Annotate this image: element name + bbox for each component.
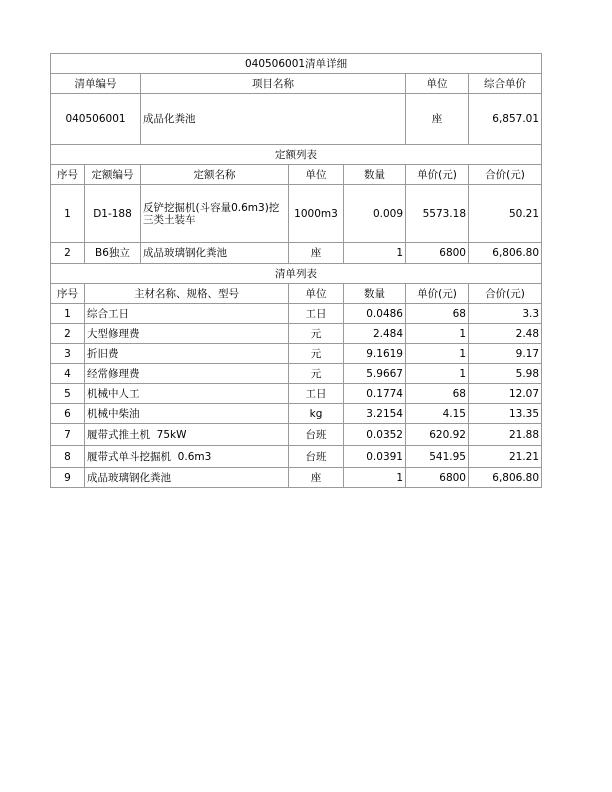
item-code: 040506001 (51, 94, 141, 145)
bill-unit: 台班 (289, 424, 344, 446)
header-name: 项目名称 (141, 74, 406, 94)
bill-no: 8 (51, 446, 85, 468)
bill-total: 6,806.80 (469, 468, 542, 488)
header-code: 清单编号 (51, 74, 141, 94)
quota-no: 1 (51, 185, 85, 243)
bill-name: 机械中柴油 (85, 404, 289, 424)
bill-row (51, 468, 542, 488)
bill-col-name: 主材名称、规格、型号 (85, 284, 289, 304)
page-title: 040506001清单详细 (51, 54, 542, 74)
bill-qty: 1 (344, 468, 406, 488)
bill-price: 1 (406, 344, 469, 364)
quota-unit: 1000m3 (289, 185, 344, 243)
bill-qty: 0.0486 (344, 304, 406, 324)
bill-price: 68 (406, 304, 469, 324)
quota-price: 5573.18 (406, 185, 469, 243)
bill-name: 履带式单斗挖掘机 0.6m3 (85, 446, 289, 468)
bill-qty: 5.9667 (344, 364, 406, 384)
bill-name: 大型修理费 (85, 324, 289, 344)
quota-row (51, 243, 542, 264)
bill-qty: 0.0352 (344, 424, 406, 446)
quota-unit: 座 (289, 243, 344, 264)
quota-no: 2 (51, 243, 85, 264)
bill-col-no: 序号 (51, 284, 85, 304)
bill-section-title: 清单列表 (51, 264, 542, 284)
bill-no: 5 (51, 384, 85, 404)
bill-unit: 台班 (289, 446, 344, 468)
bill-qty: 0.0391 (344, 446, 406, 468)
bill-qty: 9.1619 (344, 344, 406, 364)
bill-header-row (51, 284, 542, 304)
item-header-row (51, 74, 542, 94)
quota-col-name: 定额名称 (141, 165, 289, 185)
quota-qty: 0.009 (344, 185, 406, 243)
item-name: 成品化粪池 (141, 94, 406, 145)
bill-no: 1 (51, 304, 85, 324)
quota-section-row (51, 145, 542, 165)
bill-unit: 元 (289, 344, 344, 364)
bill-row (51, 304, 542, 324)
bill-row (51, 324, 542, 344)
bill-qty: 2.484 (344, 324, 406, 344)
bill-total: 12.07 (469, 384, 542, 404)
bill-total: 3.3 (469, 304, 542, 324)
bill-name: 综合工日 (85, 304, 289, 324)
bill-detail-table (50, 53, 542, 488)
bill-total: 21.21 (469, 446, 542, 468)
bill-name: 机械中人工 (85, 384, 289, 404)
bill-unit: 工日 (289, 384, 344, 404)
bill-name: 成品玻璃钢化粪池 (85, 468, 289, 488)
bill-col-unit: 单位 (289, 284, 344, 304)
item-row (51, 94, 542, 145)
bill-total: 2.48 (469, 324, 542, 344)
bill-total: 9.17 (469, 344, 542, 364)
bill-row (51, 364, 542, 384)
quota-total: 6,806.80 (469, 243, 542, 264)
quota-code: D1-188 (85, 185, 141, 243)
bill-price: 4.15 (406, 404, 469, 424)
bill-total: 5.98 (469, 364, 542, 384)
bill-no: 3 (51, 344, 85, 364)
bill-name: 经常修理费 (85, 364, 289, 384)
bill-qty: 3.2154 (344, 404, 406, 424)
bill-unit: 工日 (289, 304, 344, 324)
bill-total: 13.35 (469, 404, 542, 424)
bill-row (51, 344, 542, 364)
header-price: 综合单价 (469, 74, 542, 94)
bill-no: 2 (51, 324, 85, 344)
bill-unit: 元 (289, 324, 344, 344)
bill-name: 履带式推土机 75kW (85, 424, 289, 446)
bill-name: 折旧费 (85, 344, 289, 364)
bill-no: 7 (51, 424, 85, 446)
quota-section-title: 定额列表 (51, 145, 542, 165)
bill-no: 9 (51, 468, 85, 488)
header-unit: 单位 (406, 74, 469, 94)
bill-row (51, 424, 542, 446)
bill-price: 541.95 (406, 446, 469, 468)
quota-col-price: 单价(元) (406, 165, 469, 185)
bill-col-price: 单价(元) (406, 284, 469, 304)
bill-price: 1 (406, 324, 469, 344)
quota-col-total: 合价(元) (469, 165, 542, 185)
bill-total: 21.88 (469, 424, 542, 446)
quota-col-unit: 单位 (289, 165, 344, 185)
bill-no: 6 (51, 404, 85, 424)
item-unit: 座 (406, 94, 469, 145)
quota-col-code: 定额编号 (85, 165, 141, 185)
bill-price: 620.92 (406, 424, 469, 446)
quota-name: 反铲挖掘机(斗容量0.6m3)挖三类土装车 (141, 185, 289, 243)
quota-row (51, 185, 542, 243)
quota-name: 成品玻璃钢化粪池 (141, 243, 289, 264)
title-row (51, 54, 542, 74)
bill-row (51, 446, 542, 468)
bill-unit: 元 (289, 364, 344, 384)
quota-col-no: 序号 (51, 165, 85, 185)
bill-section-row (51, 264, 542, 284)
bill-col-total: 合价(元) (469, 284, 542, 304)
bill-unit: 座 (289, 468, 344, 488)
bill-price: 6800 (406, 468, 469, 488)
bill-unit: kg (289, 404, 344, 424)
bill-no: 4 (51, 364, 85, 384)
bill-qty: 0.1774 (344, 384, 406, 404)
bill-col-qty: 数量 (344, 284, 406, 304)
quota-qty: 1 (344, 243, 406, 264)
bill-row (51, 404, 542, 424)
quota-code: B6独立 (85, 243, 141, 264)
quota-price: 6800 (406, 243, 469, 264)
quota-total: 50.21 (469, 185, 542, 243)
bill-price: 68 (406, 384, 469, 404)
item-price: 6,857.01 (469, 94, 542, 145)
quota-col-qty: 数量 (344, 165, 406, 185)
bill-row (51, 384, 542, 404)
bill-price: 1 (406, 364, 469, 384)
quota-header-row (51, 165, 542, 185)
